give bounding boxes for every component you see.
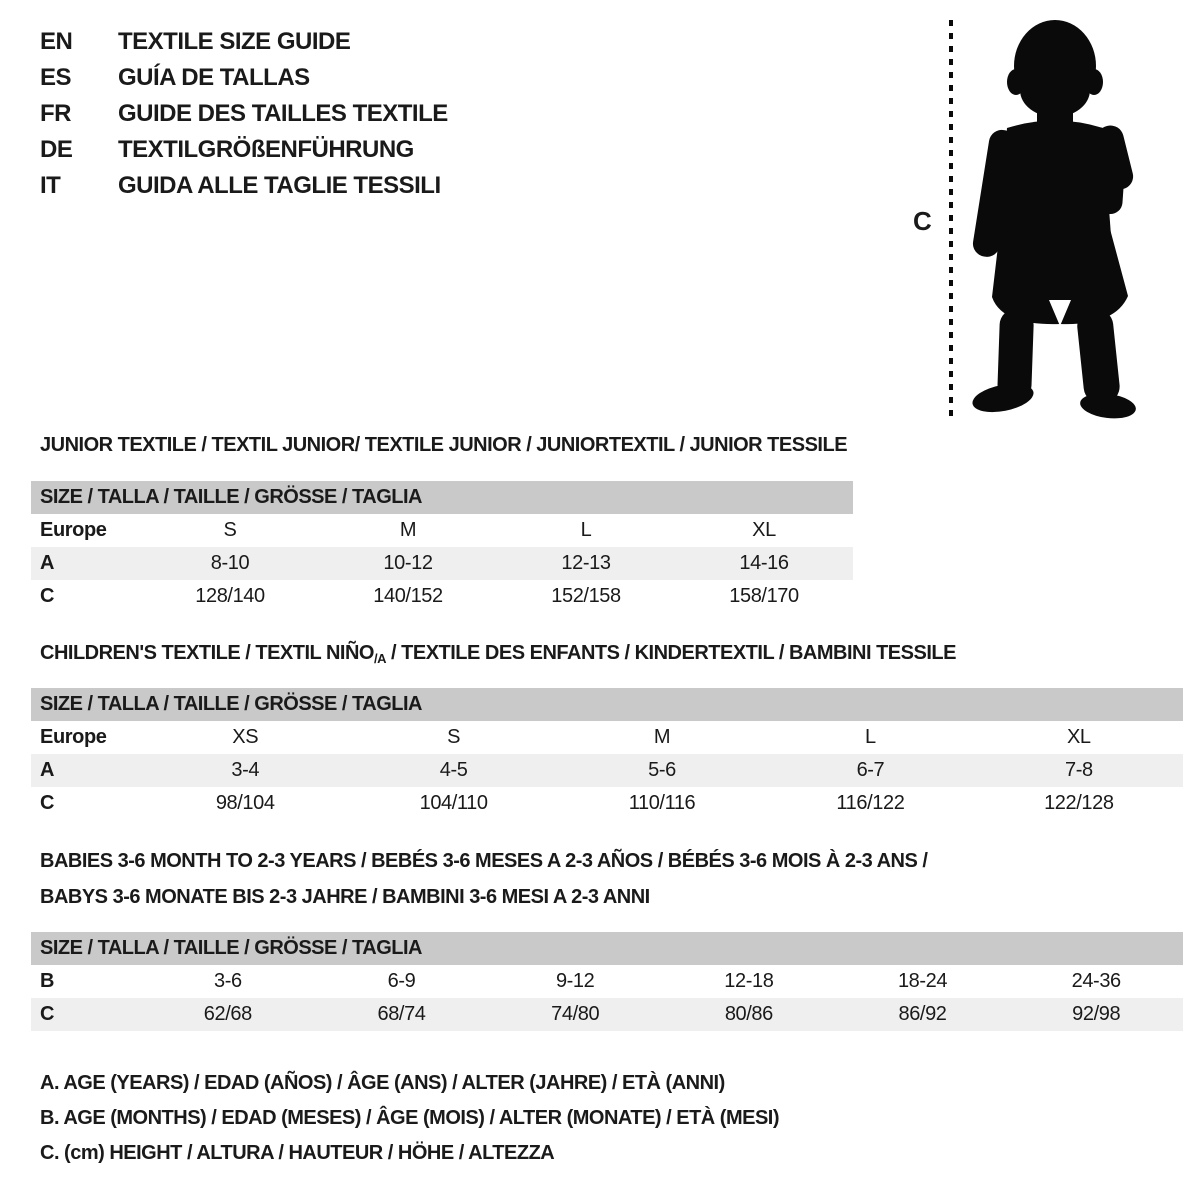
lang-code-fr: FR (40, 100, 71, 127)
age-cell: 7-8 (1064, 759, 1093, 781)
babies-title-line1: BABIES 3-6 MONTH TO 2-3 YEARS / BEBÉS 3-6 MESES A 2-3 AÑOS / BÉBÉS 3-6 MOIS À 2-3 ANS / (40, 850, 928, 872)
lang-row-fr (40, 96, 448, 132)
figure-height-label: C (913, 206, 932, 236)
junior-size-table (31, 481, 853, 613)
size-cell: XL (752, 519, 776, 541)
lang-title-it: GUIDA ALLE TAGLIE TESSILI (118, 172, 441, 199)
height-cell: 62/68 (203, 1003, 252, 1025)
lang-row-de (40, 132, 448, 168)
height-cell: 80/86 (724, 1003, 773, 1025)
size-cell: XL (1066, 726, 1091, 748)
age-cell: 10-12 (383, 552, 433, 574)
babies-height-row (31, 998, 1183, 1031)
junior-size-header-bar: SIZE / TALLA / TAILLE / GRÖSSE / TAGLIA (31, 481, 853, 514)
size-cell: L (865, 726, 876, 748)
height-cell: 116/122 (836, 792, 905, 814)
children-title-rest: / TEXTILE DES ENFANTS / KINDERTEXTIL / BAMBINI TESSILE (385, 642, 956, 664)
size-cell: M (399, 519, 417, 541)
lang-title-en: TEXTILE SIZE GUIDE (118, 28, 351, 55)
children-size-header-bar: SIZE / TALLA / TAILLE / GRÖSSE / TAGLIA (31, 688, 1183, 721)
row-label: Europe (40, 519, 107, 541)
junior-europe-row (31, 514, 853, 547)
age-cell: 6-7 (856, 759, 885, 781)
age-cell: 8-10 (210, 552, 250, 574)
row-label: A (40, 759, 55, 781)
age-cell: 12-13 (561, 552, 611, 574)
height-cell: 152/158 (551, 585, 621, 607)
height-cell: 92/98 (1072, 1003, 1121, 1025)
junior-height-row (31, 580, 853, 613)
baby-silhouette-shape (970, 20, 1137, 421)
children-title-main: CHILDREN'S TEXTILE / TEXTIL NIÑO (40, 642, 374, 664)
months-cell: 9-12 (555, 970, 595, 992)
lang-title-fr: GUIDE DES TAILLES TEXTILE (118, 100, 448, 127)
children-height-row (31, 787, 1183, 820)
children-section-title (40, 641, 956, 671)
legend-line-b: B. AGE (MONTHS) / EDAD (MESES) / ÂGE (MOIS) / ALTER (MONATE) / ETÀ (MESI) (40, 1107, 780, 1129)
height-cell: 110/116 (628, 792, 696, 814)
children-europe-row (31, 721, 1183, 754)
babies-size-table (31, 932, 1183, 1031)
months-cell: 6-9 (387, 970, 416, 992)
lang-code-it: IT (40, 172, 61, 199)
lang-row-it (40, 168, 448, 204)
age-cell: 4-5 (439, 759, 468, 781)
size-cell: XS (232, 726, 259, 748)
lang-title-es: GUÍA DE TALLAS (118, 64, 310, 91)
row-label: C (40, 1003, 55, 1025)
height-cell: 128/140 (195, 585, 265, 607)
legend-line-a: A. AGE (YEARS) / EDAD (AÑOS) / ÂGE (ANS) / ALTER (JAHRE) / ETÀ (ANNI) (40, 1072, 725, 1094)
size-cell: S (447, 726, 461, 748)
children-size-table (31, 688, 1183, 820)
babies-size-header-bar: SIZE / TALLA / TAILLE / GRÖSSE / TAGLIA (31, 932, 1183, 965)
height-cell: 98/104 (215, 792, 275, 814)
lang-code-es: ES (40, 64, 72, 91)
size-cell: L (580, 519, 592, 541)
size-cell: M (653, 726, 671, 748)
age-cell: 14-16 (739, 552, 789, 574)
months-cell: 24-36 (1071, 970, 1121, 992)
height-cell: 122/128 (1044, 792, 1114, 814)
height-cell: 86/92 (898, 1003, 947, 1025)
row-label: C (40, 585, 55, 607)
lang-code-en: EN (40, 28, 73, 55)
height-cell: 140/152 (373, 585, 443, 607)
row-label: Europe (40, 726, 107, 748)
baby-silhouette-image (900, 14, 1200, 424)
row-label: B (40, 970, 55, 992)
months-cell: 12-18 (724, 970, 774, 992)
junior-section-title: JUNIOR TEXTILE / TEXTIL JUNIOR/ TEXTILE JUNIOR / JUNIORTEXTIL / JUNIOR TESSILE (40, 434, 848, 456)
babies-section-title (40, 843, 927, 915)
height-cell: 74/80 (551, 1003, 600, 1025)
lang-code-de: DE (40, 136, 73, 163)
age-cell: 5-6 (648, 759, 676, 781)
row-label: C (40, 792, 55, 814)
junior-age-row (31, 547, 853, 580)
babies-months-row (31, 965, 1183, 998)
months-cell: 18-24 (897, 970, 948, 992)
height-cell: 158/170 (729, 585, 799, 607)
height-cell: 104/110 (419, 792, 488, 814)
children-title-subscript: /A (373, 651, 386, 666)
row-label: A (40, 552, 55, 574)
language-title-block (40, 24, 448, 204)
children-age-row (31, 754, 1183, 787)
height-cell: 68/74 (377, 1003, 426, 1025)
legend-line-c: C. (cm) HEIGHT / ALTURA / HAUTEUR / HÖHE / ALTEZZA (40, 1142, 555, 1164)
legend-block (40, 1066, 779, 1171)
babies-title-line2: BABYS 3-6 MONATE BIS 2-3 JAHRE / BAMBINI 3-6 MESI A 2-3 ANNI (40, 886, 650, 908)
age-cell: 3-4 (231, 759, 260, 781)
lang-title-de: TEXTILGRÖßENFÜHRUNG (118, 136, 414, 163)
lang-row-es (40, 60, 448, 96)
size-cell: S (223, 519, 237, 541)
lang-row-en (40, 24, 448, 60)
months-cell: 3-6 (213, 970, 242, 992)
